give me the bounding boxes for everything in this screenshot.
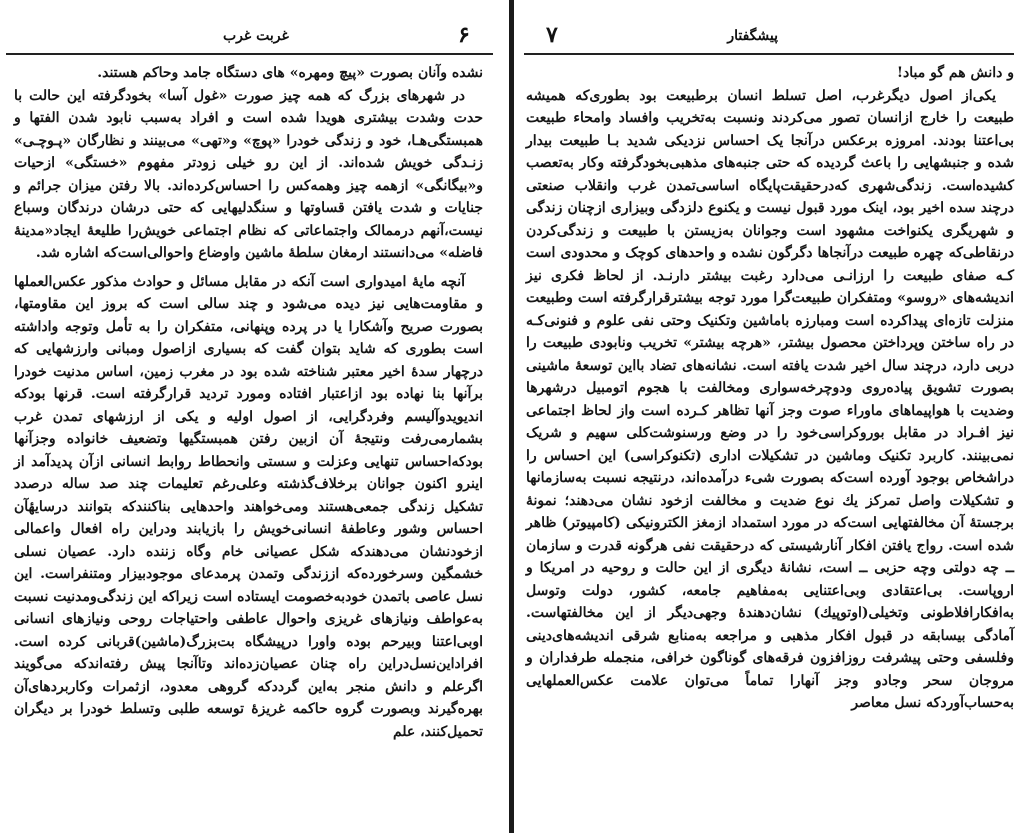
left-running-title: غربت غرب — [223, 28, 289, 44]
right-paragraph-1: و دانش هم گو مباد! — [896, 65, 1014, 81]
right-running-head — [524, 22, 1014, 50]
right-header-rule — [524, 53, 1014, 55]
left-body-text — [14, 62, 483, 743]
left-page — [0, 0, 507, 833]
left-paragraph-1: نشده وآنان بصورت «پیچ ومهره» های دستگاه جامد وحاکم هستند. — [97, 65, 483, 81]
right-running-title: پیشگفتار — [727, 28, 778, 44]
left-running-head — [6, 22, 493, 50]
right-body-text — [526, 62, 1014, 715]
right-page-number: ۷ — [546, 22, 558, 48]
left-paragraph-2: در شهرهای بزرگ که همه چیز صورت «غول آسا» بخودگرفته این حالت با حدت وشدت بیشتری هویدا شده است و افراد به‌سبب نابود شدن الفتها و همبستگی‌هـا، خود و زندگی خودرا «پوچ» و«تهی» می‌بینند و نظارگان «پـوچـی» زنـدگی خویش شده‌اند. از این رو خیلی زودتر مفهوم «خستگی» ازحیات و«بیگانگی» ازهمه چیز وهمه‌کس را احساس‌کرده‌اند. بالا رفتن میزان جرائم و جنایات و شدت یافتن قساوتها و سنگدلیهایی که حتی درشان درندگان وسباع نیست،آنهم درممالک واجتماعاتی که نظام اجتماعی خویش‌را طلیعهٔ ایجاد«مدینهٔ فاضله» می‌دانستند ارمغان سلطهٔ ماشین واوضاع واحوالی‌است‌که اشاره شد. — [14, 87, 483, 261]
right-paragraph-2: یکی‌از اصول دیگرغرب، اصل تسلط انسان برطبیعت بود بطوری‌که همیشه طبیعت را خارج ازانسان تصور می‌کردند ونسبت به‌تخریب وافساد وامحاء طبیعت بی‌اعتنا بودند. امروزه برعکس درآنجا یک احساس نزدیکی شدید بـا طبیعت بیدار شده و جنبشهایی را باعث گردیده که حتی جنبه‌های مذهبی‌بخودگرفته وکار به‌تعصب کشیده‌است. زندگی‌شهری که‌درحقیقت‌پایگاه اساسی‌تمدن غرب وانقلاب صنعتی درچند سده اخیر بود، اینک مورد قبول نیست و یکنوع دلزدگی وبیزاری ازچنان زندگی و شهریگری یکنواخت مشهود است وجوانان به‌زیستن با طبیعت و زندگی‌کردن درنقاطی‌که چهره طبیعت درآنجاها دگرگون نشده و واحدهای کوچک و محدودی است کـه صفای طبیعت را ارزانـی می‌دارد رغبت بیشتر دارنـد. از لحاظ فکری نیز اندیشه‌های «روسو» ومتفکران طبیعت‌گرا مورد توجه بیشترقرارگرفته است وطبیعت منزلت تازه‌ای پیداکرده است ومبارزه باماشین وتکنیک وحتی نفی علوم و فنونی‌کـه در راه ساختن وپرداختن محصول بیشتر، «هرچه بیشتر» تخریب ونابودی طبیعت را دربی دارد، درچند سال اخیر شدت یافته است. نشانه‌های تضاد بااین توسعهٔ ماشینی بصورت تشویق پیاده‌روی ودوچرخه‌سواری ومخالفت با هجوم اتومبیل درشهرها وضدیت با هواپیماهای ماوراء صوت وجز آنها تظاهر کـرده است واز لحاظ اجتماعی نیز افـراد در مقابل بوروکراسی‌خود را در وضع ورسنوشت‌کلی سهیم و شریک نمی‌بینند. کاربرد تکنیک وماشین در تشکیلات اداری (تکنوکراسی) این احساس را دراشخاص بوجود آورده است‌که بصورت شیء درآمده‌اند، درنتیجه نسبت به‌سازمانها و تشکیلات واصل تمرکز یك نوع ضدیت و مخالفت ازخود نشان می‌دهند؛ نمونهٔ برجستهٔ آن مخالفتهایی است‌که در مورد استمداد ازمغز الکترونیکی (کامپیوتر) ظاهر شده است. رواج یافتن افکار آنارشیستی که درحقیقت نفی هرگونه قدرت و سازمان ــ چه دولتی وچه حزبی ــ است، نشانهٔ دیگری از این حالت و روحیه در امریکا و اروپاست. بی‌اعتقادی وبی‌اعتنایی به‌مفاهیم جامعه، کشور، دولت وتوسل به‌افکارافلاطونی وتخیلی(اوتوپیك) نشان‌دهندهٔ وجهی‌دیگر از این مخالفتهاست. آمادگی بیسابقه در قبول افکار مذهبی و مراجعه به‌منابع شرقی اندیشه‌های‌دینی وفلسفی وحتی پیشرفت روزافزون فرقه‌های گوناگون خرافی، منجمله طرفداران و مروجان سحر وجادو وجز آنهارا تماماً می‌توان علامت عکس‌العملهایی به‌حساب‌آوردکه نسل معاصر — [526, 87, 1014, 711]
left-page-number: ۶ — [458, 22, 470, 48]
right-page — [516, 0, 1024, 833]
left-paragraph-3: آنچه مایهٔ امیدواری است آنکه در مقابل مسائل و حوادث مذکور عکس‌العملها و مقاومت‌هایی نیز دیده می‌شود و چند سالی است که بروز این مقاومتها، بصورت صریح وآشکارا یا در پرده وپنهانی، متفکران را به تأمل وتوجه واداشته است بطوری که شاید بتوان گفت که بسیاری ازاصول ومبانی وارزشهایی که درچهار سدهٔ اخیر معتبر شناخته شده بود در مغرب زمین، اساس مدنیت خودرا برآنها بنا نهاده بود ازاعتبار افتاده ومورد تردید قرارگرفته است. قرنها بودکه اندیویدوآلیسم وفردگرایی، از اصول اولیه و یکی از ارزشهای تمدن غرب بشمارمی‌رفت ونتیجهٔ آن ازبین رفتن همبستگیها وتضعیف خانواده وجزآنها بودکه‌احساس تنهایی وعزلت و سستی وانحطاط روابط انسانی ازآن پدیدآمد از اینرو اکنون جوانان برخلاف‌گذشته وعلی‌رغم تعلیمات چند صد ساله درصدد تشکیل زندگی جمعی‌هستند ومی‌خواهند واحدهایی بناکنندکه بتوانند درسایهٔآن احساس وشور وعاطفهٔ انسانی‌خویش را بازیابند ودراین راه افعال واعمالی ازخودنشان می‌دهندکه شکل عصیانی خام وگاه زننده دارد. عصیان نسلی خشمگین وسرخورده‌که اززندگی وتمدن پرمدعای موجودبیزار ومتنفراست. این نسل عاصی باتمدن خودبه‌خصومت ایستاده است زیراکه این زندگی‌ومدنیت نسبت به‌عواطف ونیازهای غریزی واحوال عاطفی واحتیاجات روحی ونیازهای انسانی اوبی‌اعتنا وبیرحم بوده واورا درپیشگاه بت‌بزرگ(ماشین)قربانی کرده است. افراداین‌نسل‌دراین راه چنان عصیان‌زده‌اند وتاآنجا پیش رفته‌اندکه می‌گویند اگرعلم و دانش منجر به‌این گردد‌که گروهی معدود، ازثمرات وکاربردهای‌آن بهره‌گیرند وبصورت گروه حاکمه غریزهٔ توسعه طلبی وتسلط خودرا بر دیگران تحمیل‌کنند، علم — [14, 273, 483, 740]
left-header-rule — [6, 53, 493, 55]
page-gutter — [509, 0, 514, 833]
